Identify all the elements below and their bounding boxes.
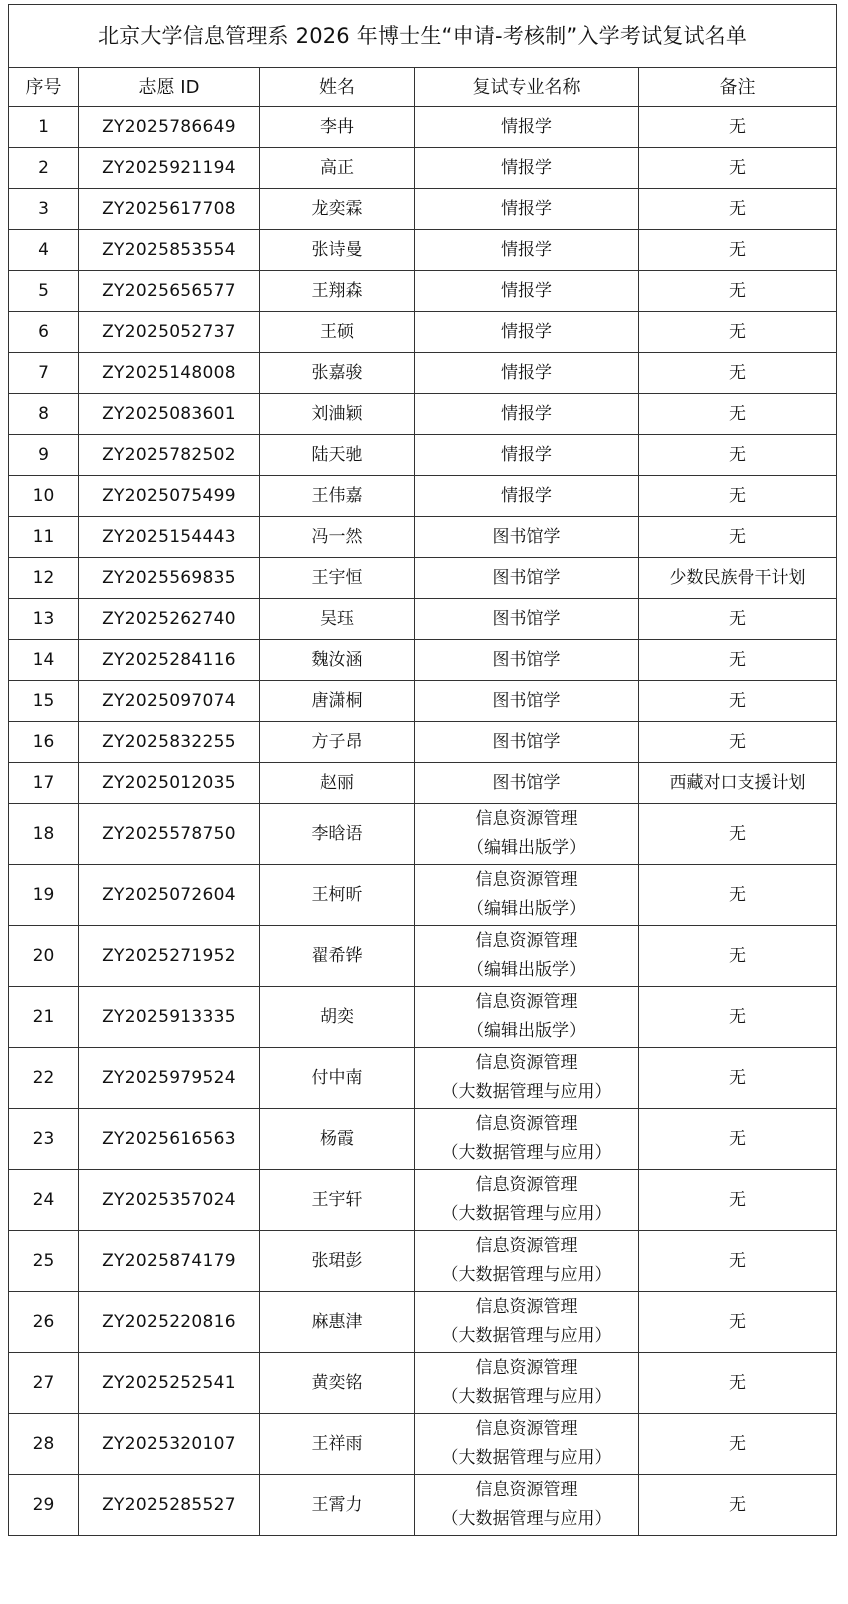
major-name: [415, 865, 639, 926]
applicant-name: 刘浀颖: [260, 394, 415, 435]
major-name: [415, 476, 639, 517]
applicant-name: 陆天驰: [260, 435, 415, 476]
row-number: 1: [9, 107, 79, 148]
col-header-id: 志愿 ID: [79, 68, 260, 107]
table-row: [9, 1231, 837, 1292]
major-line: 图书馆学: [492, 608, 561, 629]
major-line: 情报学: [501, 444, 552, 465]
applicant-id: ZY2025097074: [79, 681, 260, 722]
major-subfield: （大数据管理与应用）: [441, 1204, 612, 1224]
remark: 无: [639, 681, 837, 722]
major-name: [415, 640, 639, 681]
major-name: [415, 435, 639, 476]
title-row: [9, 5, 837, 68]
row-number: 15: [9, 681, 79, 722]
major-name: [415, 1414, 639, 1475]
applicant-id: ZY2025979524: [79, 1048, 260, 1109]
table-row: [9, 763, 837, 804]
remark: 无: [639, 722, 837, 763]
major-name: [415, 763, 639, 804]
applicant-name: 李冉: [260, 107, 415, 148]
row-number: 8: [9, 394, 79, 435]
applicant-id: ZY2025052737: [79, 312, 260, 353]
major-line: 情报学: [501, 239, 552, 260]
col-header-note: 备注: [639, 68, 837, 107]
table-row: [9, 230, 837, 271]
table-row: [9, 476, 837, 517]
remark: 无: [639, 1292, 837, 1353]
applicant-id: ZY2025913335: [79, 987, 260, 1048]
remark: 无: [639, 865, 837, 926]
table-row: [9, 1353, 837, 1414]
remark: 无: [639, 804, 837, 865]
applicant-name: 张诗曼: [260, 230, 415, 271]
major-subfield: （大数据管理与应用）: [441, 1143, 612, 1163]
applicant-name: 唐潇桐: [260, 681, 415, 722]
applicant-id: ZY2025083601: [79, 394, 260, 435]
major-name: [415, 1109, 639, 1170]
applicant-name: 胡奕: [260, 987, 415, 1048]
major-line: 信息资源管理: [475, 870, 578, 890]
table-row: [9, 189, 837, 230]
applicant-id: ZY2025271952: [79, 926, 260, 987]
applicant-name: 王宇轩: [260, 1170, 415, 1231]
major-line: 情报学: [501, 362, 552, 383]
major-line: 信息资源管理: [475, 1114, 578, 1134]
document-sheet: [8, 4, 836, 1536]
row-number: 6: [9, 312, 79, 353]
major-name: [415, 1475, 639, 1536]
row-number: 10: [9, 476, 79, 517]
major-name: [415, 230, 639, 271]
applicant-id: ZY2025220816: [79, 1292, 260, 1353]
remark: 无: [639, 476, 837, 517]
major-line: 图书馆学: [492, 690, 561, 711]
applicant-id: ZY2025569835: [79, 558, 260, 599]
major-name: [415, 558, 639, 599]
table-row: [9, 312, 837, 353]
remark: 无: [639, 148, 837, 189]
applicant-id: ZY2025357024: [79, 1170, 260, 1231]
major-subfield: （大数据管理与应用）: [441, 1082, 612, 1102]
candidate-table: [8, 4, 837, 1536]
major-line: 图书馆学: [492, 567, 561, 588]
major-line: 情报学: [501, 280, 552, 301]
major-line: 信息资源管理: [475, 1358, 578, 1378]
major-name: [415, 1292, 639, 1353]
major-line: 图书馆学: [492, 731, 561, 752]
applicant-id: ZY2025148008: [79, 353, 260, 394]
major-subfield: （编辑出版学）: [467, 1021, 586, 1041]
applicant-id: ZY2025874179: [79, 1231, 260, 1292]
table-row: [9, 394, 837, 435]
table-row: [9, 435, 837, 476]
row-number: 18: [9, 804, 79, 865]
table-row: [9, 1109, 837, 1170]
applicant-id: ZY2025075499: [79, 476, 260, 517]
major-name: [415, 926, 639, 987]
table-row: [9, 987, 837, 1048]
applicant-name: 翟希铧: [260, 926, 415, 987]
row-number: 3: [9, 189, 79, 230]
page-title: 北京大学信息管理系 2026 年博士生“申请-考核制”入学考试复试名单: [9, 5, 837, 68]
major-line: 情报学: [501, 321, 552, 342]
applicant-id: ZY2025285527: [79, 1475, 260, 1536]
applicant-id: ZY2025786649: [79, 107, 260, 148]
row-number: 9: [9, 435, 79, 476]
table-row: [9, 1475, 837, 1536]
remark: 无: [639, 640, 837, 681]
applicant-id: ZY2025252541: [79, 1353, 260, 1414]
applicant-id: ZY2025072604: [79, 865, 260, 926]
major-subfield: （大数据管理与应用）: [441, 1265, 612, 1285]
row-number: 25: [9, 1231, 79, 1292]
major-line: 图书馆学: [492, 772, 561, 793]
remark: 无: [639, 517, 837, 558]
applicant-name: 付中南: [260, 1048, 415, 1109]
applicant-name: 王柯昕: [260, 865, 415, 926]
applicant-name: 高正: [260, 148, 415, 189]
applicant-id: ZY2025832255: [79, 722, 260, 763]
table-row: [9, 804, 837, 865]
table-row: [9, 1170, 837, 1231]
table-row: [9, 107, 837, 148]
applicant-name: 王祥雨: [260, 1414, 415, 1475]
major-line: 信息资源管理: [475, 1236, 578, 1256]
major-subfield: （大数据管理与应用）: [441, 1326, 612, 1346]
remark: 无: [639, 353, 837, 394]
major-line: 信息资源管理: [475, 1419, 578, 1439]
remark: 无: [639, 1170, 837, 1231]
major-line: 情报学: [501, 403, 552, 424]
major-subfield: （大数据管理与应用）: [441, 1387, 612, 1407]
major-name: [415, 107, 639, 148]
col-header-number: 序号: [9, 68, 79, 107]
row-number: 22: [9, 1048, 79, 1109]
remark: 无: [639, 1414, 837, 1475]
table-row: [9, 865, 837, 926]
applicant-id: ZY2025656577: [79, 271, 260, 312]
remark: 无: [639, 394, 837, 435]
major-name: [415, 804, 639, 865]
remark: 少数民族骨干计划: [639, 558, 837, 599]
major-name: [415, 1231, 639, 1292]
row-number: 7: [9, 353, 79, 394]
applicant-name: 魏汝涵: [260, 640, 415, 681]
major-name: [415, 353, 639, 394]
applicant-name: 李晗语: [260, 804, 415, 865]
major-line: 情报学: [501, 116, 552, 137]
row-number: 27: [9, 1353, 79, 1414]
row-number: 11: [9, 517, 79, 558]
row-number: 23: [9, 1109, 79, 1170]
major-name: [415, 189, 639, 230]
table-row: [9, 148, 837, 189]
remark: 西藏对口支援计划: [639, 763, 837, 804]
applicant-name: 冯一然: [260, 517, 415, 558]
table-row: [9, 640, 837, 681]
remark: 无: [639, 1048, 837, 1109]
applicant-name: 吴珏: [260, 599, 415, 640]
remark: 无: [639, 1109, 837, 1170]
major-line: 信息资源管理: [475, 931, 578, 951]
applicant-name: 龙奕霖: [260, 189, 415, 230]
applicant-id: ZY2025782502: [79, 435, 260, 476]
row-number: 20: [9, 926, 79, 987]
applicant-name: 黄奕铭: [260, 1353, 415, 1414]
remark: 无: [639, 1353, 837, 1414]
major-name: [415, 1048, 639, 1109]
row-number: 19: [9, 865, 79, 926]
major-name: [415, 312, 639, 353]
table-row: [9, 1292, 837, 1353]
major-name: [415, 148, 639, 189]
major-name: [415, 271, 639, 312]
major-subfield: （编辑出版学）: [467, 899, 586, 919]
row-number: 4: [9, 230, 79, 271]
row-number: 24: [9, 1170, 79, 1231]
major-line: 图书馆学: [492, 649, 561, 670]
row-number: 13: [9, 599, 79, 640]
applicant-name: 王翔森: [260, 271, 415, 312]
applicant-name: 王硕: [260, 312, 415, 353]
applicant-id: ZY2025616563: [79, 1109, 260, 1170]
table-row: [9, 926, 837, 987]
major-line: 信息资源管理: [475, 1480, 578, 1500]
major-subfield: （编辑出版学）: [467, 838, 586, 858]
major-name: [415, 681, 639, 722]
row-number: 26: [9, 1292, 79, 1353]
row-number: 2: [9, 148, 79, 189]
table-row: [9, 517, 837, 558]
major-line: 情报学: [501, 198, 552, 219]
applicant-name: 王霄力: [260, 1475, 415, 1536]
major-line: 情报学: [501, 485, 552, 506]
applicant-id: ZY2025617708: [79, 189, 260, 230]
table-row: [9, 1048, 837, 1109]
applicant-id: ZY2025320107: [79, 1414, 260, 1475]
row-number: 5: [9, 271, 79, 312]
major-name: [415, 394, 639, 435]
header-row: [9, 68, 837, 107]
remark: 无: [639, 271, 837, 312]
applicant-name: 张珺彭: [260, 1231, 415, 1292]
table-row: [9, 271, 837, 312]
col-header-major: 复试专业名称: [415, 68, 639, 107]
table-body: [9, 107, 837, 1536]
applicant-name: 赵丽: [260, 763, 415, 804]
table-row: [9, 599, 837, 640]
applicant-id: ZY2025284116: [79, 640, 260, 681]
major-line: 情报学: [501, 157, 552, 178]
applicant-id: ZY2025154443: [79, 517, 260, 558]
remark: 无: [639, 926, 837, 987]
row-number: 14: [9, 640, 79, 681]
row-number: 21: [9, 987, 79, 1048]
row-number: 29: [9, 1475, 79, 1536]
table-row: [9, 558, 837, 599]
major-line: 信息资源管理: [475, 992, 578, 1012]
remark: 无: [639, 230, 837, 271]
table-row: [9, 353, 837, 394]
table-row: [9, 1414, 837, 1475]
remark: 无: [639, 189, 837, 230]
row-number: 16: [9, 722, 79, 763]
applicant-name: 张嘉骏: [260, 353, 415, 394]
remark: 无: [639, 987, 837, 1048]
major-line: 信息资源管理: [475, 1053, 578, 1073]
applicant-id: ZY2025921194: [79, 148, 260, 189]
remark: 无: [639, 435, 837, 476]
remark: 无: [639, 1231, 837, 1292]
applicant-name: 方子昂: [260, 722, 415, 763]
major-line: 图书馆学: [492, 526, 561, 547]
remark: 无: [639, 599, 837, 640]
major-subfield: （大数据管理与应用）: [441, 1509, 612, 1529]
row-number: 28: [9, 1414, 79, 1475]
remark: 无: [639, 107, 837, 148]
applicant-name: 麻惠津: [260, 1292, 415, 1353]
major-line: 信息资源管理: [475, 1297, 578, 1317]
applicant-id: ZY2025853554: [79, 230, 260, 271]
applicant-name: 王伟嘉: [260, 476, 415, 517]
major-line: 信息资源管理: [475, 809, 578, 829]
row-number: 12: [9, 558, 79, 599]
major-name: [415, 1170, 639, 1231]
remark: 无: [639, 312, 837, 353]
applicant-id: ZY2025262740: [79, 599, 260, 640]
major-name: [415, 1353, 639, 1414]
major-subfield: （大数据管理与应用）: [441, 1448, 612, 1468]
major-name: [415, 599, 639, 640]
col-header-name: 姓名: [260, 68, 415, 107]
row-number: 17: [9, 763, 79, 804]
applicant-name: 王宇恒: [260, 558, 415, 599]
remark: 无: [639, 1475, 837, 1536]
major-line: 信息资源管理: [475, 1175, 578, 1195]
major-name: [415, 987, 639, 1048]
table-row: [9, 681, 837, 722]
major-subfield: （编辑出版学）: [467, 960, 586, 980]
applicant-name: 杨霞: [260, 1109, 415, 1170]
major-name: [415, 517, 639, 558]
major-name: [415, 722, 639, 763]
applicant-id: ZY2025578750: [79, 804, 260, 865]
applicant-id: ZY2025012035: [79, 763, 260, 804]
table-row: [9, 722, 837, 763]
